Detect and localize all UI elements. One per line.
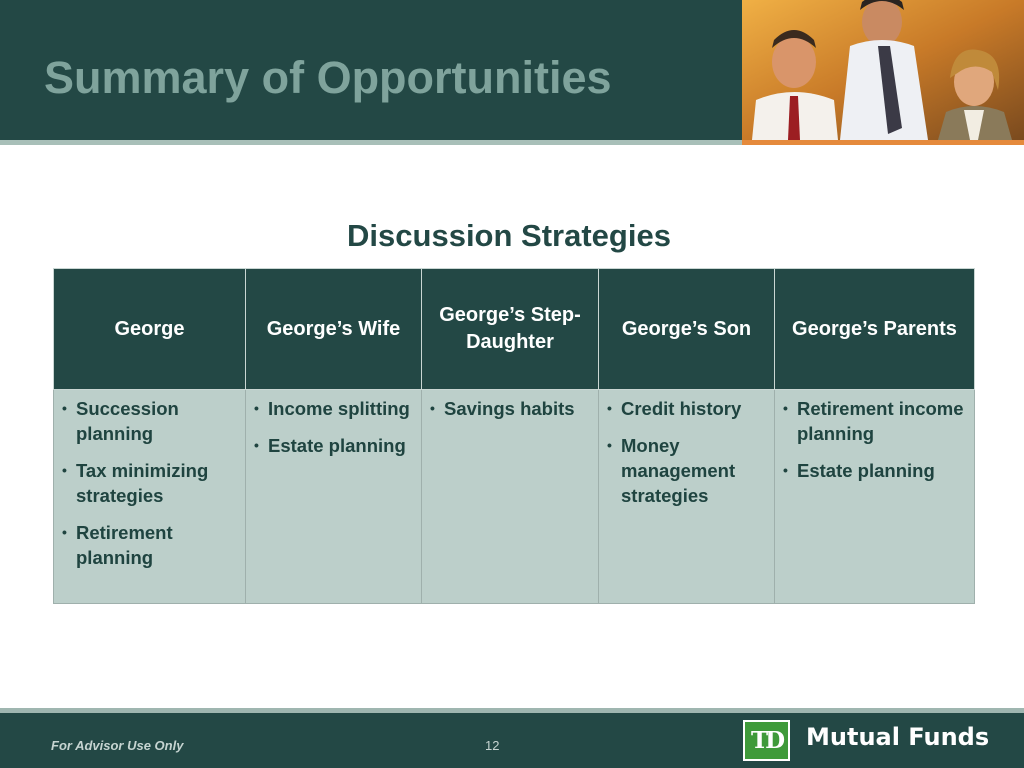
item-text: Estate planning: [797, 460, 935, 481]
table-header-row: [54, 269, 975, 390]
header-accent-divider: [742, 140, 1024, 145]
item-text: Tax minimizing strategies: [76, 460, 209, 506]
bullet-icon: •: [783, 400, 788, 416]
column-header-son: George’s Son: [599, 269, 775, 390]
td-logo: TD: [743, 720, 790, 761]
header-divider: [0, 140, 742, 145]
bullet-icon: •: [607, 437, 612, 453]
item-text: Succession planning: [76, 398, 179, 444]
item-text: Savings habits: [444, 398, 575, 419]
bullet-icon: •: [783, 462, 788, 478]
item-text: Credit history: [621, 398, 742, 419]
cell-parents: [775, 390, 975, 604]
list-item: [607, 433, 768, 508]
cell-george: [54, 390, 246, 604]
bullet-icon: •: [430, 400, 435, 416]
table-row: [54, 390, 975, 604]
slide-title: Summary of Opportunities: [44, 52, 612, 103]
page-number: 12: [485, 738, 500, 753]
list-item: [607, 396, 768, 421]
bullet-icon: •: [254, 400, 259, 416]
bullet-icon: •: [62, 462, 67, 478]
item-text: Income splitting: [268, 398, 410, 419]
column-header-step-daughter: George’s Step-Daughter: [422, 269, 599, 390]
list-item: [62, 520, 239, 570]
list-item: [62, 458, 239, 508]
table-heading: Discussion Strategies: [347, 218, 671, 253]
item-text: Estate planning: [268, 435, 406, 456]
bullet-icon: •: [62, 524, 67, 540]
list-item: [254, 396, 415, 421]
list-item: [783, 458, 968, 483]
item-text: Retirement income planning: [797, 398, 964, 444]
column-header-wife: George’s Wife: [246, 269, 422, 390]
list-item: [254, 433, 415, 458]
footer-disclaimer: For Advisor Use Only: [51, 738, 184, 753]
bullet-icon: •: [62, 400, 67, 416]
cell-wife: [246, 390, 422, 604]
cell-step-daughter: [422, 390, 599, 604]
item-text: Money management strategies: [621, 435, 736, 506]
brand-name: Mutual Funds: [806, 723, 990, 751]
cell-son: [599, 390, 775, 604]
list-item: [783, 396, 968, 446]
item-text: Retirement planning: [76, 522, 173, 568]
bullet-icon: •: [254, 437, 259, 453]
column-header-george: George: [54, 269, 246, 390]
list-item: [430, 396, 592, 421]
column-header-parents: George’s Parents: [775, 269, 975, 390]
list-item: [62, 396, 239, 446]
business-meeting-photo: [742, 0, 1024, 140]
bullet-icon: •: [607, 400, 612, 416]
strategies-table: [53, 268, 975, 604]
